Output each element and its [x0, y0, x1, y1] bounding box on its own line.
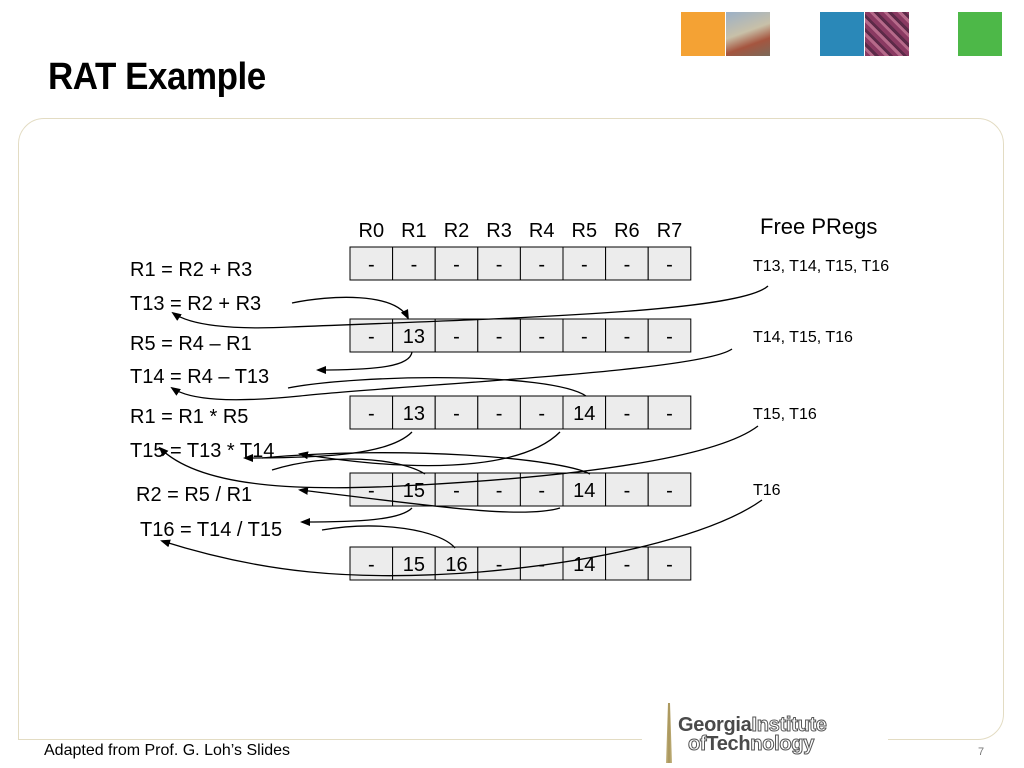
rat-cell-r3: - — [495, 254, 503, 276]
rat-cell-r7: - — [666, 326, 673, 348]
rat-row-3 — [350, 396, 691, 429]
rat-cell-r7: - — [666, 554, 673, 576]
rat-cell-r4: - — [538, 480, 546, 502]
instruction-original-2: R5 = R4 – R1 — [130, 333, 252, 355]
rat-cell-r6: - — [623, 254, 631, 276]
arrow-r1-to-t16-operand — [302, 508, 412, 522]
rat-cell-r2: - — [453, 480, 460, 502]
rat-cell-r1: 15 — [402, 554, 426, 576]
register-header-r5: R5 — [571, 220, 598, 242]
georgia-tech-logo: GeorgiaInstitute ofTechnology — [678, 714, 827, 755]
instruction-renamed-2: T14 = R4 – T13 — [130, 366, 270, 388]
arrow-t13-to-r1 — [292, 297, 408, 318]
free-preg-lists — [753, 258, 889, 499]
free-pregs-header: Free PRegs — [760, 214, 878, 239]
rat-cell-r3: - — [495, 403, 503, 425]
rat-cell-r6: - — [623, 480, 631, 502]
rat-cell-r1: 13 — [402, 403, 426, 425]
rat-cell-r6: - — [623, 326, 631, 348]
register-header-r1: R1 — [401, 220, 427, 242]
rat-cell-r1: 15 — [402, 480, 426, 502]
rat-cell-r2: - — [453, 254, 460, 276]
instruction-original-4: R2 = R5 / R1 — [136, 484, 253, 506]
rat-cell-r6: - — [623, 403, 631, 425]
rat-cell-r4: - — [538, 554, 546, 576]
arrow-t16-to-r2 — [322, 526, 455, 548]
instruction-original-3: R1 = R1 * R5 — [130, 406, 249, 428]
page-number: 7 — [978, 746, 985, 758]
rat-cell-r2: - — [453, 326, 460, 348]
instruction-renamed-3: T15 = T13 * T14 — [130, 440, 275, 462]
rat-cell-r3: - — [495, 480, 503, 502]
rat-cell-r7: - — [666, 254, 673, 276]
register-header-r2: R2 — [443, 220, 470, 242]
instruction-renamed-4: T16 = T14 / T15 — [140, 519, 283, 541]
rat-cell-r5: - — [580, 254, 588, 276]
rat-cell-r3: - — [495, 554, 503, 576]
rat-cell-r3: - — [495, 326, 503, 348]
register-header-r4: R4 — [528, 220, 555, 242]
rat-cell-r7: - — [666, 403, 673, 425]
register-header-r3: R3 — [486, 220, 512, 242]
rat-cell-r1: 13 — [402, 326, 426, 348]
rat-cell-r0: - — [367, 254, 375, 276]
instruction-renamed-1: T13 = R2 + R3 — [130, 293, 262, 315]
rat-cell-r2: - — [453, 403, 460, 425]
rat-table — [350, 247, 691, 580]
rat-cell-r5: - — [580, 326, 588, 348]
register-headers — [359, 220, 683, 242]
free-preg-list-2: T14, T15, T16 — [753, 329, 853, 346]
free-preg-list-1: T13, T14, T15, T16 — [753, 258, 890, 275]
rat-cell-r1: - — [410, 254, 418, 276]
rat-cell-r7: - — [666, 480, 673, 502]
slide-title: RAT Example — [48, 56, 266, 98]
rat-cell-r0: - — [367, 326, 375, 348]
register-header-r6: R6 — [614, 220, 640, 242]
rat-cell-r0: - — [367, 403, 375, 425]
rat-cell-r5: 14 — [573, 403, 596, 425]
rat-cell-r4: - — [538, 326, 546, 348]
arrow-r1-to-t14-operand — [318, 352, 412, 370]
rat-cell-r4: - — [538, 403, 546, 425]
instruction-original-1: R1 = R2 + R3 — [130, 259, 253, 281]
register-header-r0: R0 — [358, 220, 385, 242]
footer-credit: Adapted from Prof. G. Loh’s Slides — [44, 742, 291, 759]
rat-cell-r2: 16 — [445, 554, 468, 576]
free-preg-list-4: T16 — [753, 482, 781, 499]
rat-cell-r0: - — [367, 480, 375, 502]
rat-cell-r5: 14 — [573, 480, 596, 502]
register-header-r7: R7 — [656, 220, 683, 242]
rat-cell-r6: - — [623, 554, 631, 576]
rat-row-1 — [350, 247, 691, 280]
rat-cell-r4: - — [538, 254, 546, 276]
rat-cell-r5: 14 — [573, 554, 596, 576]
free-preg-list-3: T15, T16 — [753, 406, 817, 423]
arrow-r5-to-t15-operand — [300, 432, 560, 466]
rat-row-2 — [350, 319, 691, 352]
instruction-list — [130, 259, 282, 541]
rat-cell-r0: - — [367, 554, 375, 576]
